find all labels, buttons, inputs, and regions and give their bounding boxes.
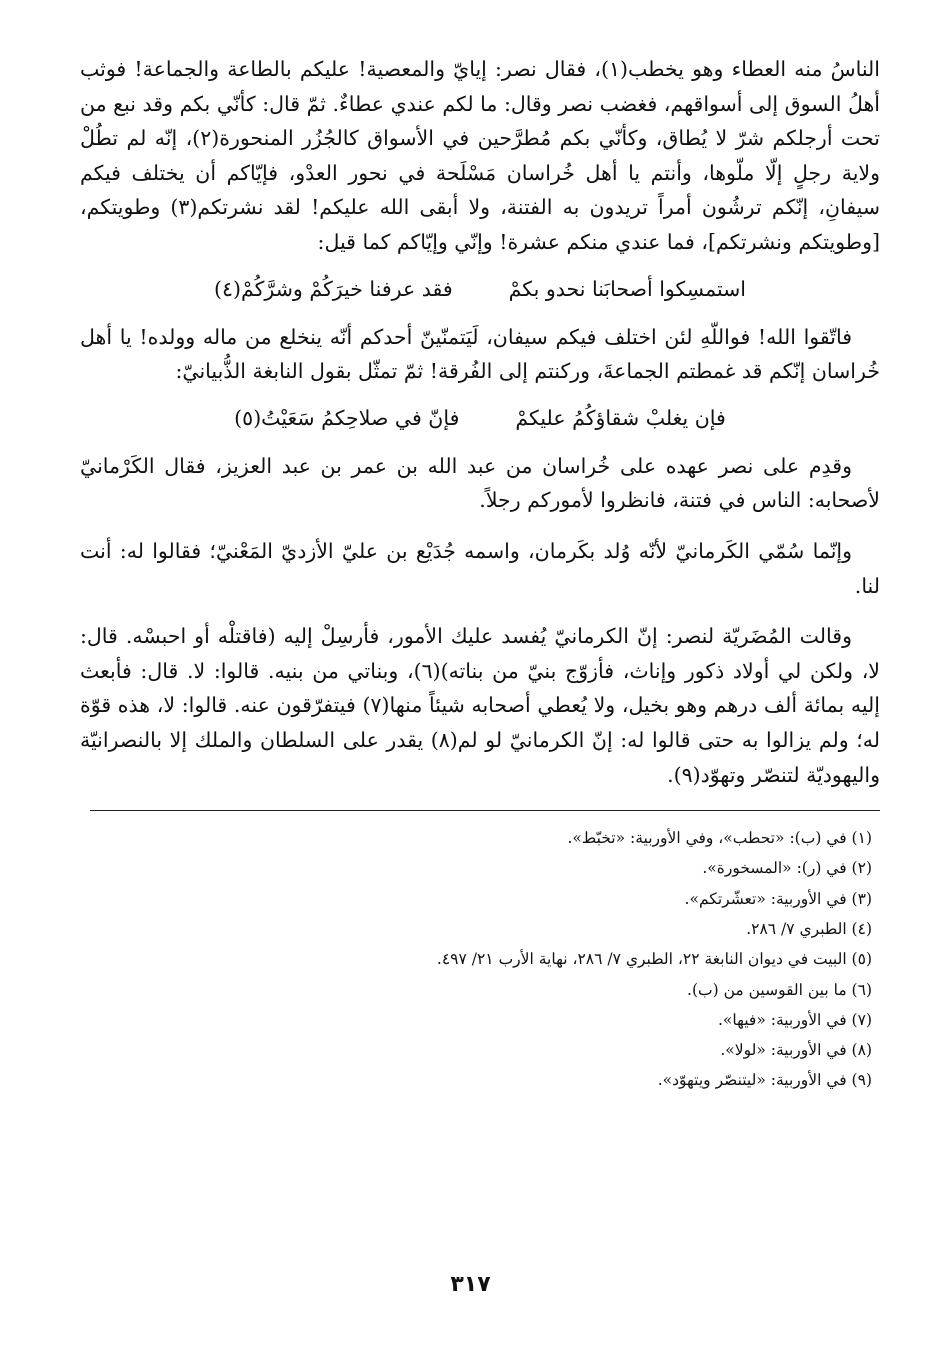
footnote-divider (90, 810, 880, 811)
paragraph-2: فاتّقوا الله! فواللّهِ لئن اختلف فيكم سيفان، لَيَتمنّينّ أحدكم أنّه ينخلع من ماله وولده! يا أهل خُراسان إنّكم قد غمطتم الجماعةَ، وركنتم إلى الفُرقة! ثمّ تمثّل بقول النابغة الذُّبيانيّ: (80, 324, 880, 384)
footnote-2: (٢) في (ر): «المسخورة». (702, 859, 872, 878)
footnote-7: (٧) في الأوربية: «فيها». (717, 1010, 872, 1029)
verse-2-second-hemistich: فإنّ في صلاحِكمُ سَعَيْتُ(٥) (234, 405, 460, 430)
footnote-9: (٩) في الأوربية: «ليتنصّر ويتهوّد». (657, 1071, 872, 1090)
paragraph-1: الناسُ منه العطاء وهو يخطب(١)، فقال نصر: إيايّ والمعصية! عليكم بالطاعة والجماعة! فوثب أهلُ السوق إلى أسواقهم، فغضب نصر وقال: ما لكم عندي عطاءٌ. ثمّ قال: كأنّي بكم وقد نبع من تحت أرجلكم شرّ لا يُطاق، وكأنّي بكم مُطرَّحين في الأسواق كالجُزُر المنحورة(٢)، إنّه لم تطُلْ ولاية رجلٍ إلّا ملّوها، وأنتم يا أهل خُراسان مَسْلَحة في نحور العدْو، فإيّاكم أن يختلف فيكم سيفانِ، إنّكم ترشُون أمراً تريدون به الفتنة، ولا أبقى الله عليكم! لقد نشرتكم(٣) وطويتكم، [وطويتكم ونشرتكم]، فما عندي منكم عشرة! وإنّي وإيّاكم كما قيل: (80, 57, 881, 254)
book-page (80, 52, 880, 1096)
page-number: ٣١٧ (450, 1272, 491, 1297)
footnote-6: (٦) ما بين القوسين من (ب). (687, 980, 872, 999)
verse-1 (80, 272, 880, 306)
footnote-5: (٥) البيت في ديوان النابغة ٢٢، الطبري ٧/ ٢٨٦، نهاية الأرب ٢١/ ٤٩٧. (436, 950, 872, 969)
paragraph-3: وقدِم على نصر عهده على خُراسان من عبد الله بن عمر بن عبد العزيز، فقال الكَرْمانيّ لأصحابه: الناس في فتنة، فانظروا لأموركم رجلاً. (80, 453, 880, 513)
verse-2-first-hemistich: فإن يغلبْ شقاؤكُمُ عليكمْ (515, 405, 726, 430)
footnote-1: (١) في (ب): «تحطب»، وفي الأوربية: «تخبّط». (567, 829, 872, 848)
paragraph-5: وقالت المُضَريّة لنصر: إنّ الكرمانيّ يُفسد عليك الأمور، فأرسِلْ إليه (فاقتلْه أو احبسْه. قال: لا، ولكن لي أولاد ذكور وإناث، فأزوّج بنيّ من بناته)(٦)، وبناتي من بنيه. قالوا: لا. قال: فأبعث إليه بمائة ألف درهم وهو بخيل، ولا يُعطي أصحابه شيئاً منها(٧) فيتفرّقون عنه. قالوا: لا، هذه قوّة له؛ ولم يزالوا به حتى قالوا له: إنّ الكرمانيّ لو لم(٨) يقدر على السلطان والملك إلا بالنصرانيّة واليهوديّة لتنصّر وتهوّد(٩). (80, 624, 881, 787)
verse-1-first-hemistich: استمسِكوا أصحابَنا نحدو بكمْ (508, 276, 746, 301)
verse-1-second-hemistich: فقد عرفنا خيرَكُمْ وشرَّكُمْ(٤) (214, 276, 453, 301)
footnote-8: (٨) في الأوربية: «لولا». (720, 1041, 872, 1060)
footnote-4: (٤) الطبري ٧/ ٢٨٦. (746, 919, 872, 938)
footnote-3: (٣) في الأوربية: «تعشّرتكم». (684, 889, 872, 908)
paragraph-4: وإنّما سُمّي الكَرمانيّ لأنّه وُلد بكَرمان، واسمه جُدَيْع بن عليّ الأزديّ المَعْنيّ؛ فقالوا له: أنت لنا. (80, 538, 880, 598)
footnotes-list (80, 823, 880, 1096)
verse-2 (80, 401, 880, 435)
